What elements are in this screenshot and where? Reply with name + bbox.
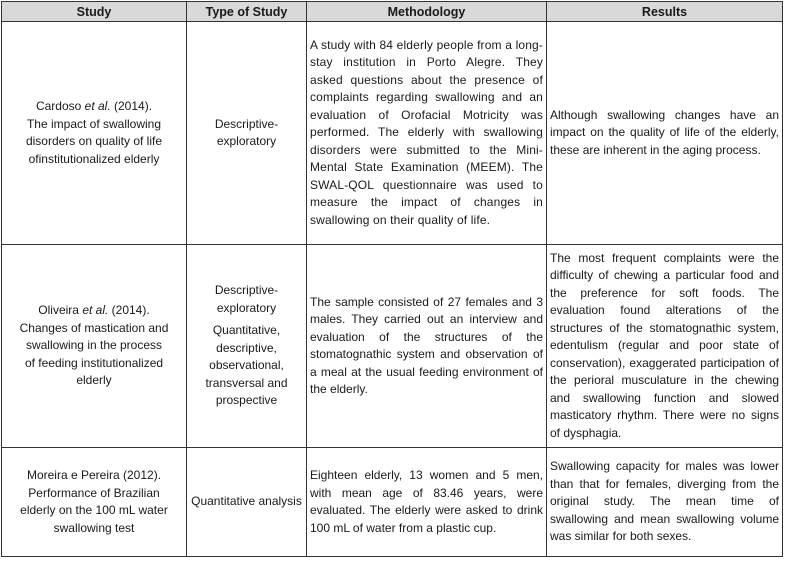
study-title-line: elderly on the 100 mL water [20,503,168,517]
header-study: Study [2,2,187,22]
type-line: exploratory [216,134,277,148]
studies-table [1,1,783,557]
results-cell: The most frequent complaints were the difficulty of chewing a particular food and the preference for soft foods. The evaluation found alterations of the structures of the stomatognathic system, edentulism (regular and poor state of conservation), exaggerated participation of the perioral musculature in the chewing and swallowing function and slowed masticatory rhythm. There were no signs of dysphagia. [547,245,783,448]
study-author-etal: et al. [82,303,109,318]
type-cell [187,22,307,245]
study-title-line: of feeding institutionalized [24,355,164,370]
study-title-line: Performance of Brazilian [28,485,160,500]
type-line: exploratory [216,300,277,315]
header-row [2,2,783,22]
header-methodology: Methodology [307,2,547,22]
header-results: Results [547,2,783,22]
study-title-line: elderly [76,373,112,388]
methodology-cell: A study with 84 elderly people from a long-stay institution in Porto Alegre. They asked questions about the presence of complaints regarding swallowing and an evaluation of Orofacial Motricity was performed. The elderly with swallowing disorders were submitted to the Mini-Mental State Examination (MEEM). The SWAL-QOL questionnaire was used to measure the impact of changes in swallowing on their quality of life. [307,22,547,245]
header-type-of-study: Type of Study [187,2,307,22]
study-title-line: The impact of swallowing [26,116,162,131]
study-title-line: swallowing in the process [25,338,163,353]
methodology-cell: Eighteen elderly, 13 women and 5 men, with mean age of 83.46 years, were evaluated. The elderly were asked to drink 100 mL of water from a plastic cup. [307,448,547,557]
table-row [2,245,783,448]
study-year: (2014). [110,99,153,113]
study-cell [2,448,187,557]
type-line: descriptive, [216,340,277,355]
study-year: (2014). [108,303,150,318]
study-title-line: ofinstitutionalized elderly [28,151,160,166]
type-line: Descriptive- [214,283,279,298]
study-author-year: Moreira e Pereira (2012). [26,468,162,482]
table-row [2,448,783,557]
type-cell [187,448,307,557]
study-author-etal: et al. [84,99,111,113]
results-cell: Swallowing capacity for males was lower than that for females, diverging from the original study. The mean time of swallowing and mean swallowing volume was similar for both sexes. [547,448,783,557]
methodology-cell: The sample consisted of 27 females and 3 males. They carried out an interview and evaluation of the structures of the stomatognathic system and observation of a meal at the usual feeding environment of the elderly. [307,245,547,448]
type-line: transversal and [205,375,288,390]
study-title-line: Changes of mastication and [19,320,169,335]
study-cell [2,245,187,448]
study-title-line: disorders on quality of life [25,134,163,148]
study-author: Cardoso [35,99,85,113]
results-cell: Although swallowing changes have an impact on the quality of life of the elderly, these are inherent in the aging process. [547,22,783,245]
study-cell [2,22,187,245]
table-row [2,22,783,245]
type-line: Quantitative analysis [191,494,302,509]
study-title-line: swallowing test [53,520,135,535]
type-cell [187,245,307,448]
type-line: Descriptive- [214,116,279,131]
type-line: prospective [215,393,278,408]
study-author: Oliveira [38,303,83,318]
type-line: observational, [209,358,284,373]
type-line: Quantitative, [212,323,281,338]
